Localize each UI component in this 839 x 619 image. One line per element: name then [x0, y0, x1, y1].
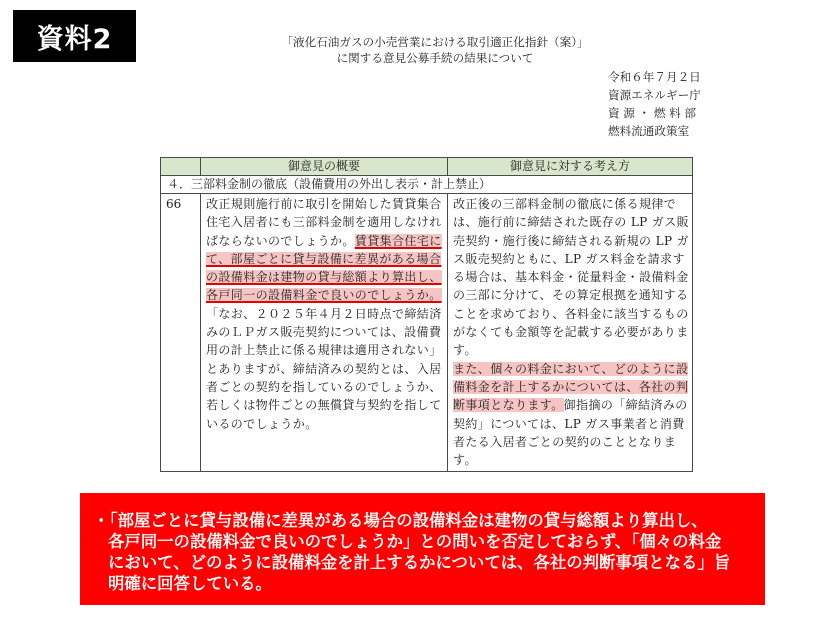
response-line: [453, 415, 690, 433]
section-heading: ４．三部料金制の徹底（設備費用の外出し表示・計上禁止）: [161, 176, 693, 194]
opinion-text-highlighted: の設備料金は建物の貸与総額より算出し、: [206, 270, 442, 285]
document-title: [200, 34, 670, 66]
public-comment-table: [160, 157, 693, 472]
opinion-line: [206, 195, 445, 213]
table-header-row: [161, 158, 693, 176]
response-text: ス販売契約ともに、LP ガス料金を請求す: [453, 251, 685, 266]
table-row: [161, 194, 693, 472]
issuer-agency: 資源エネルギー庁: [608, 88, 701, 102]
opinion-line: [206, 268, 445, 286]
response-text: 改正後の三部料金制の徹底に係る規律で: [453, 197, 677, 211]
opinion-text: とありますが、締結済みの契約とは、入居: [206, 361, 442, 376]
response-text: の三部に分けて、その算定根拠を通知する: [453, 288, 689, 303]
response-text-highlighted: 備料金を計上するかについては、各社の判: [453, 379, 689, 394]
opinion-text: 者ごとの契約を指しているのでしょうか、: [206, 379, 442, 394]
opinion-line: [206, 360, 445, 378]
opinion-text: 住宅入居者にも三部料金制を適用しなけれ: [206, 215, 442, 230]
response-cell: [448, 194, 693, 472]
opinion-text: みのＬＰガス販売契約については、設備費: [206, 325, 442, 340]
callout-line: 各戸同一の設備料金で良いのでしょうか」との問いを否定しておらず、「個々の料金: [108, 532, 722, 551]
response-line: [453, 360, 690, 378]
section-row: [161, 176, 693, 194]
opinion-line: [206, 415, 445, 433]
response-text: 契約」については、LP ガス事業者と消費: [453, 416, 685, 431]
document-label-badge: 資料2: [13, 10, 136, 62]
opinion-text-highlighted: て、部屋ごとに貸与設備に差異がある場合: [206, 251, 442, 266]
callout-line: において、どのように設備料金を計上するかについては、各社の判断事項となる」旨: [108, 553, 731, 572]
response-line: [453, 286, 690, 304]
response-text: がなくても金額等を記載する必要がありま: [453, 325, 689, 340]
response-line: [453, 378, 690, 396]
opinion-line: [206, 213, 445, 231]
response-text: は、施行前に締結された既存の LP ガス販: [453, 215, 690, 230]
opinion-line: [206, 341, 445, 359]
response-text-highlighted: 断事項となります。: [453, 398, 564, 413]
opinion-text: 用の計上禁止に係る規律は適用されない」: [206, 343, 442, 358]
opinion-text-highlighted: 各戸同一の設備料金で良いのでしょうか。: [206, 288, 442, 303]
response-line: [453, 396, 690, 414]
opinion-line: [206, 396, 445, 414]
response-line: [453, 213, 690, 231]
header-response: 御意見に対する考え方: [448, 158, 693, 176]
opinion-text: いるのでしょうか。: [206, 416, 318, 431]
response-text: 者たる入居者ごとの契約のこととなりま: [453, 434, 677, 449]
opinion-line: [206, 378, 445, 396]
document-title-line: に関する意見公募手続の結果について: [336, 51, 534, 65]
response-text: 御指摘の「締結済みの: [563, 398, 688, 413]
issuer-department: 資 源 ・ 燃 料 部: [608, 106, 696, 120]
response-text: る場合は、基本料金・従量料金・設備料金: [453, 270, 689, 285]
opinion-text: 若しくは物件ごとの無償貸与契約を指して: [206, 398, 442, 413]
opinion-line: [206, 305, 445, 323]
opinion-text: ばならないのでしょうか。: [206, 233, 355, 248]
opinion-text: 「なお、２０２５年４月２日時点で締結済: [206, 306, 442, 321]
opinion-line: [206, 286, 445, 304]
response-text: す。: [453, 343, 477, 358]
callout-line: ・「部屋ごとに貸与設備に差異がある場合の設備料金は建物の貸与総額より算出し、: [93, 511, 708, 530]
document-title-line: 「液化石油ガスの小売営業における取引適正化指針（案）」: [281, 35, 589, 49]
issuer-block: [608, 68, 701, 140]
response-line: [453, 433, 690, 451]
response-line: [453, 232, 690, 250]
issuer-office: 燃料流通政策室: [608, 124, 690, 138]
opinion-line: [206, 232, 445, 250]
response-line: [453, 250, 690, 268]
response-line: [453, 195, 690, 213]
comment-number: 66: [161, 194, 201, 472]
callout-line: 明確に回答している。: [108, 574, 272, 593]
opinion-text: 改正規則施行前に取引を開始した賃貸集合: [206, 197, 442, 211]
opinion-line: [206, 323, 445, 341]
response-line: [453, 451, 690, 469]
response-line: [453, 268, 690, 286]
opinion-line: [206, 250, 445, 268]
header-opinion-summary: 御意見の概要: [201, 158, 448, 176]
issue-date: 令和６年７月２日: [608, 70, 701, 84]
summary-callout: [80, 493, 765, 605]
response-line: [453, 323, 690, 341]
opinion-summary-cell: [201, 194, 448, 472]
header-number: [161, 158, 201, 176]
response-text-highlighted: また、個々の料金において、どのように設: [453, 361, 689, 376]
opinion-text-highlighted: 賃貸集合住宅に: [354, 233, 442, 248]
response-text: す。: [453, 453, 477, 468]
response-line: [453, 341, 690, 359]
response-text: ことを求めており、各料金に該当するもの: [453, 306, 689, 321]
response-text: 売契約・施行後に締結される新規の LP ガ: [453, 233, 690, 248]
response-line: [453, 305, 690, 323]
